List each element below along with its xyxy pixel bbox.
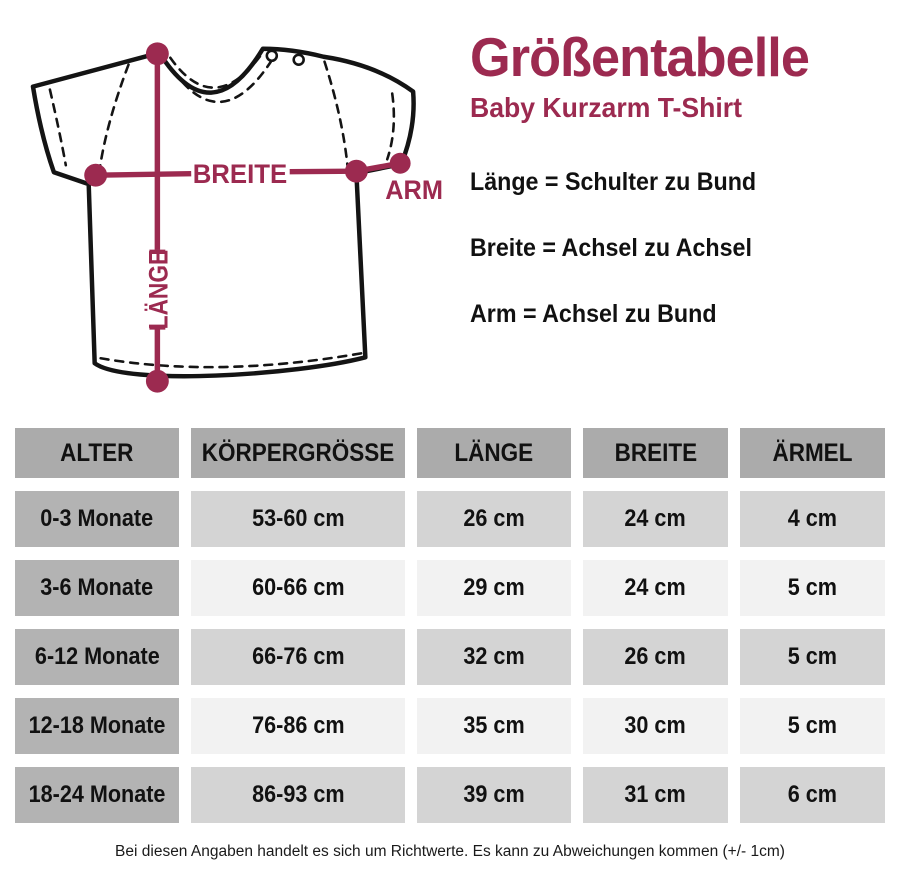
size-table	[15, 428, 885, 823]
column-header-breite	[583, 428, 728, 478]
sleeve-end-dot	[390, 153, 411, 174]
page-subtitle: Baby Kurzarm T-Shirt	[470, 92, 742, 123]
laenge-label: LÄNGE	[143, 235, 174, 330]
cell-value: 6-12 Monate	[34, 643, 160, 670]
table-row-age-cell	[15, 698, 179, 754]
table-cell	[583, 629, 728, 685]
right-armpit-dot	[345, 160, 368, 183]
info-panel	[470, 26, 890, 366]
cell-value: 24 cm	[624, 574, 687, 601]
table-cell	[740, 560, 885, 616]
cell-value: 0-3 Monate	[40, 505, 154, 532]
cell-value: 24 cm	[624, 505, 687, 532]
breite-line-left	[96, 174, 192, 175]
column-header-aermel	[740, 428, 885, 478]
table-cell	[740, 491, 885, 547]
table-cell	[417, 629, 571, 685]
cell-value: 12-18 Monate	[28, 712, 166, 739]
legend-arm: Arm = Achsel zu Bund	[470, 300, 717, 328]
table-cell	[583, 560, 728, 616]
cell-value: 5 cm	[787, 643, 838, 670]
snap-button-icon	[267, 51, 277, 61]
legend-laenge: Länge = Schulter zu Bund	[470, 168, 757, 196]
tshirt-measurement-diagram	[6, 8, 458, 416]
snap-button-icon	[294, 55, 304, 65]
cell-value: 5 cm	[787, 574, 838, 601]
column-header-label: KÖRPERGRÖSSE	[201, 438, 395, 467]
cell-value: 66-76 cm	[251, 643, 345, 670]
table-cell	[740, 698, 885, 754]
header-section	[0, 0, 900, 424]
cell-value: 29 cm	[463, 574, 525, 601]
cell-value: 30 cm	[624, 712, 687, 739]
table-cell	[417, 767, 571, 823]
table-row-age-cell	[15, 560, 179, 616]
cell-value: 86-93 cm	[251, 781, 345, 808]
footnote: Bei diesen Angaben handelt es sich um Richtwerte. Es kann zu Abweichungen kommen (+/- 1cm)	[115, 843, 785, 860]
cell-value: 76-86 cm	[251, 712, 345, 739]
table-cell	[740, 767, 885, 823]
cell-value: 53-60 cm	[251, 505, 345, 532]
cell-value: 3-6 Monate	[40, 574, 154, 601]
table-cell	[191, 629, 405, 685]
arm-label: ARM	[385, 175, 443, 206]
column-header-label: BREITE	[614, 438, 697, 467]
cell-value: 26 cm	[624, 643, 687, 670]
table-cell	[191, 560, 405, 616]
table-row-age-cell	[15, 767, 179, 823]
tshirt-outline	[33, 49, 414, 376]
column-header-label: ÄRMEL	[772, 438, 853, 467]
table-cell	[191, 698, 405, 754]
column-header-label: ALTER	[60, 438, 134, 467]
table-cell	[417, 698, 571, 754]
cell-value: 60-66 cm	[251, 574, 345, 601]
cell-value: 4 cm	[787, 505, 838, 532]
table-cell	[583, 698, 728, 754]
table-cell	[583, 491, 728, 547]
hem-point-dot	[146, 370, 169, 393]
table-cell	[740, 629, 885, 685]
cell-value: 26 cm	[463, 505, 525, 532]
left-armpit-dot	[84, 164, 107, 187]
table-cell	[417, 560, 571, 616]
cell-value: 31 cm	[624, 781, 687, 808]
measurement-legend	[470, 168, 890, 329]
table-row-age-cell	[15, 491, 179, 547]
cell-value: 35 cm	[463, 712, 525, 739]
table-row-age-cell	[15, 629, 179, 685]
legend-breite: Breite = Achsel zu Achsel	[470, 234, 752, 262]
cell-value: 5 cm	[787, 712, 838, 739]
column-header-label: LÄNGE	[454, 438, 534, 467]
cell-value: 39 cm	[463, 781, 525, 808]
column-header-koerpergroesse	[191, 428, 405, 478]
breite-label: BREITE	[192, 159, 288, 190]
table-cell	[583, 767, 728, 823]
shoulder-point-dot	[146, 42, 169, 65]
cell-value: 32 cm	[463, 643, 525, 670]
cell-value: 6 cm	[787, 781, 838, 808]
column-header-alter	[15, 428, 179, 478]
table-cell	[191, 767, 405, 823]
cell-value: 18-24 Monate	[28, 781, 166, 808]
table-cell	[417, 491, 571, 547]
column-header-laenge	[417, 428, 571, 478]
page-title: Größentabelle	[470, 26, 809, 88]
table-cell	[191, 491, 405, 547]
